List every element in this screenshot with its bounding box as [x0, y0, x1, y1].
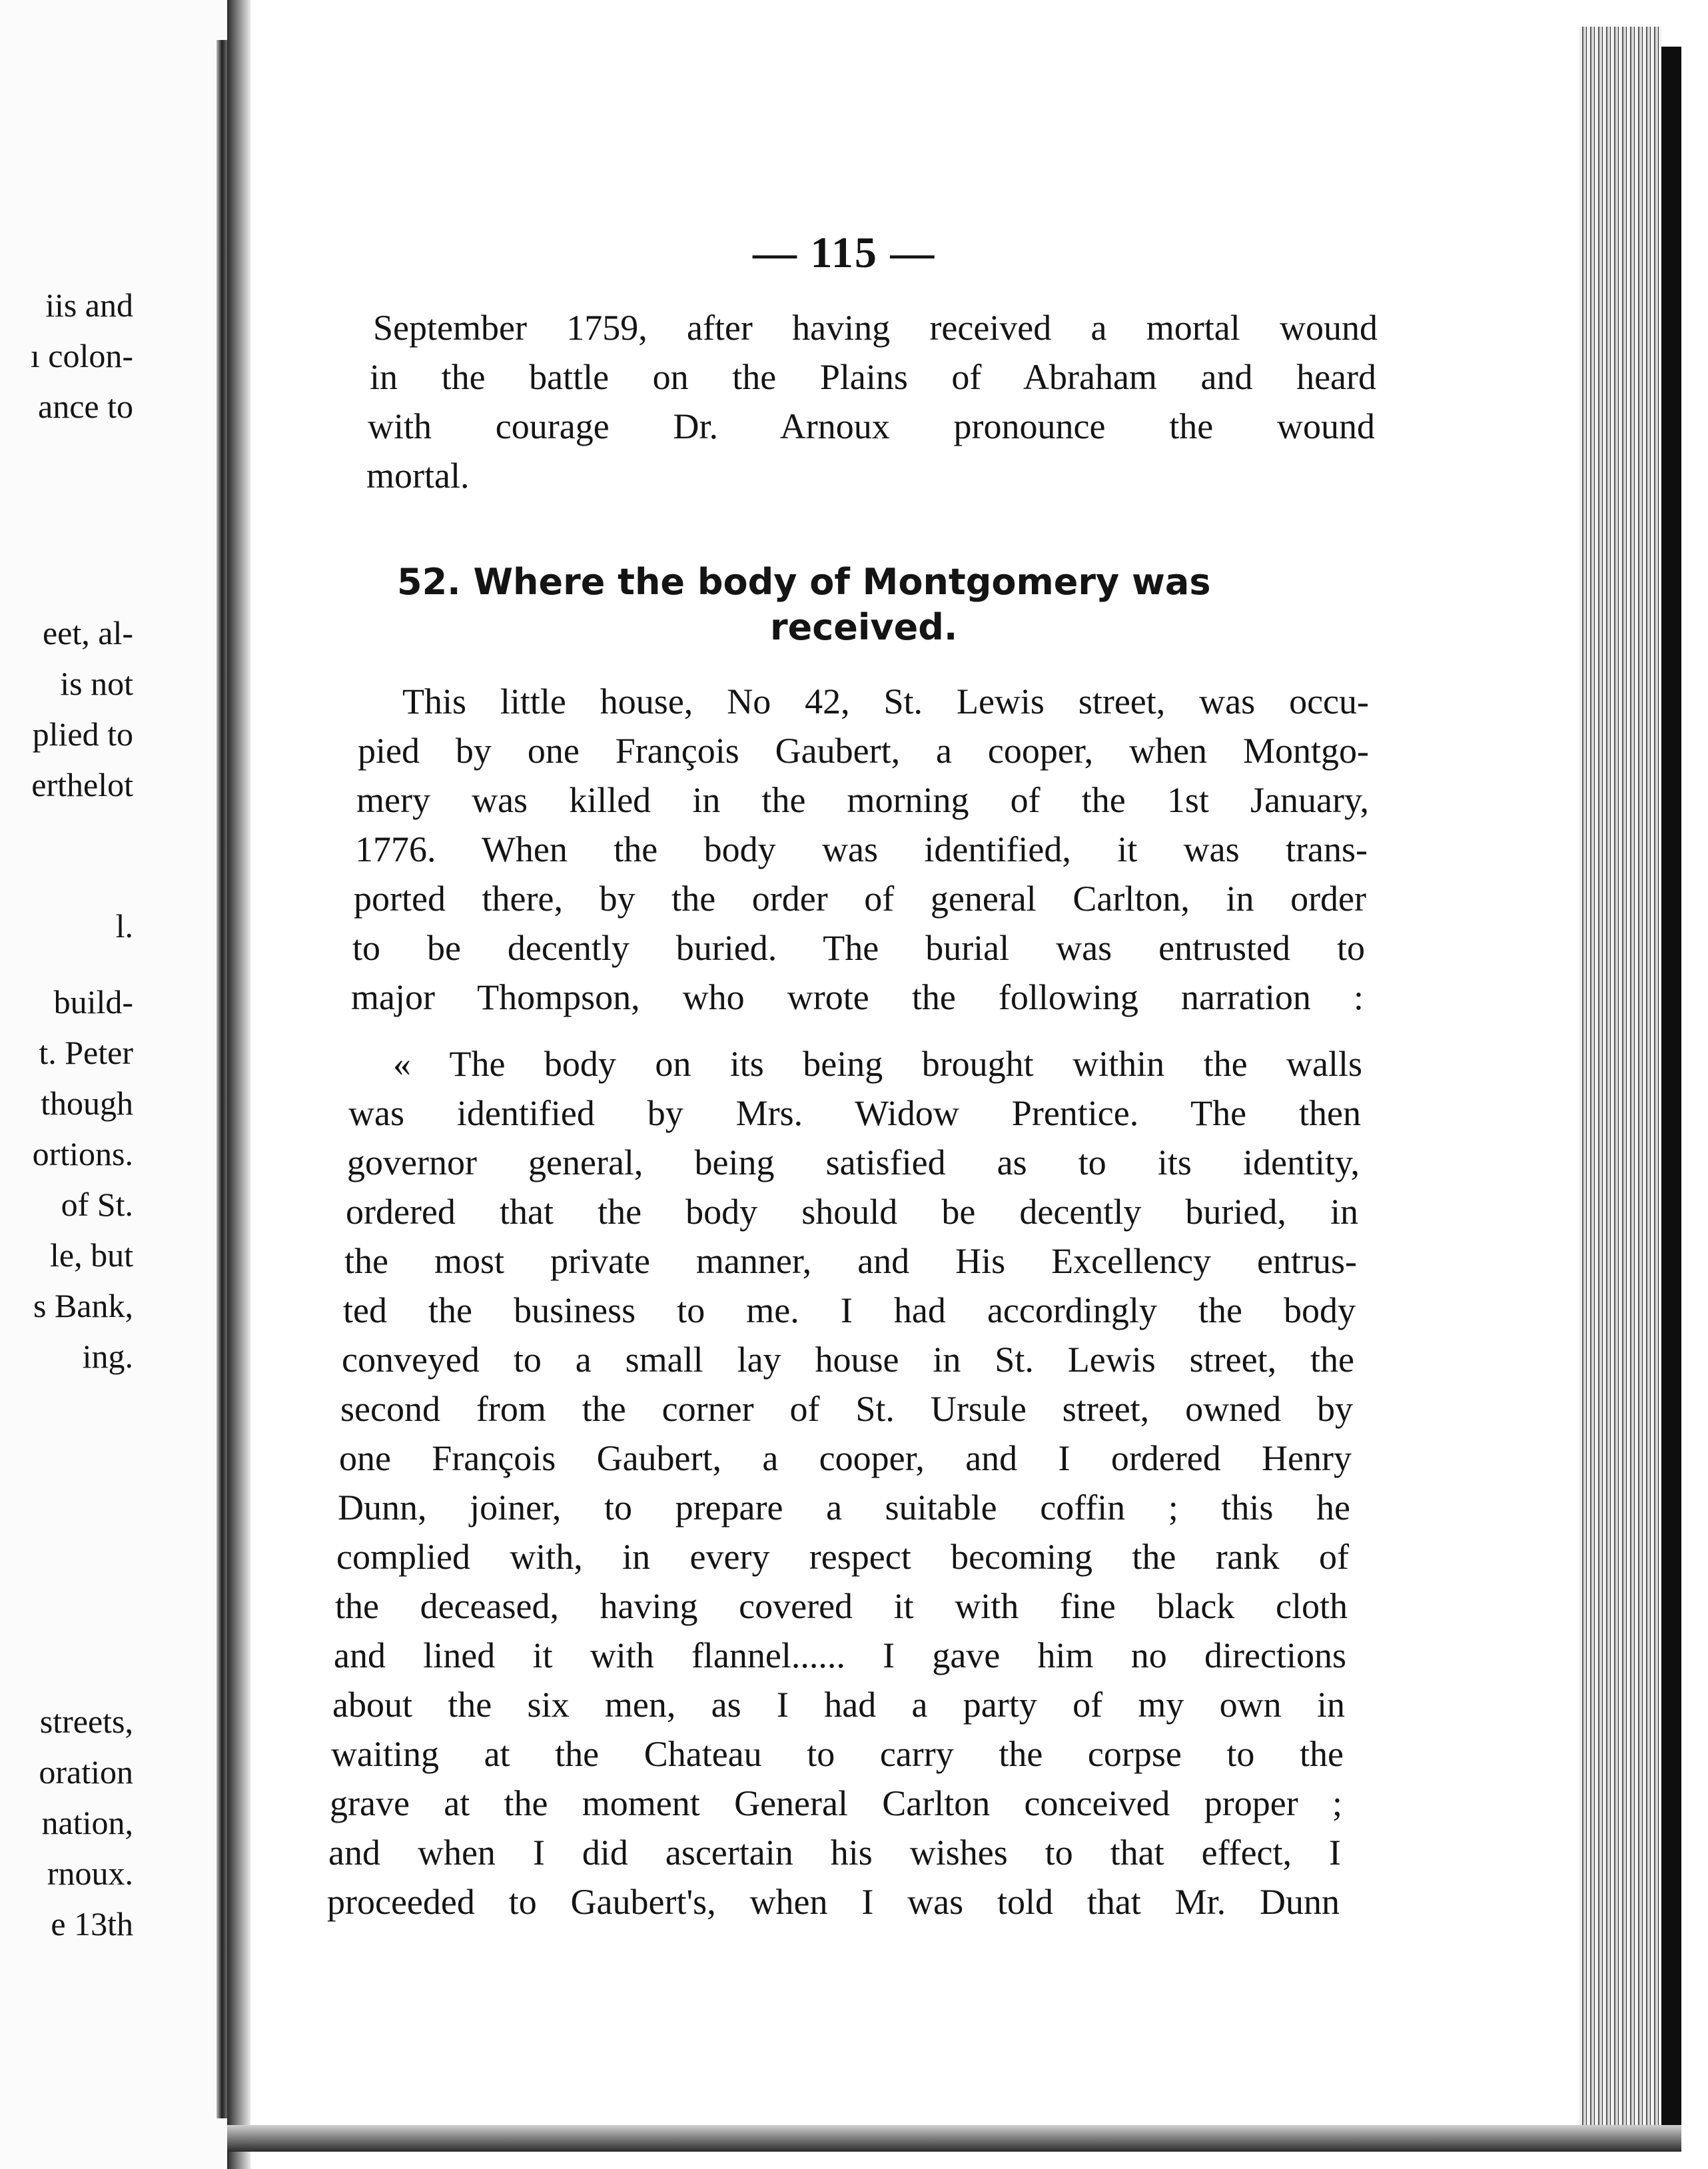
text-line: with courage Dr. Arnoux pronounce the wound — [368, 406, 1375, 446]
text-line: waiting at the Chateau to carry the corpse to the — [331, 1734, 1344, 1774]
text-line: one François Gaubert, a cooper, and I ordered Henry — [339, 1438, 1352, 1478]
left-line: e 13th — [51, 1905, 133, 1943]
text-line: 1776. When the body was identified, it was trans- — [355, 829, 1368, 869]
left-line: plied to — [32, 715, 133, 753]
left-line: build- — [53, 983, 133, 1021]
left-page-edge — [216, 40, 227, 2118]
left-line: l. — [115, 907, 133, 945]
text-line: ported there, by the order of general Carlton, in order — [354, 879, 1366, 919]
left-line: eet, al- — [42, 614, 133, 651]
left-line: ı colon- — [30, 337, 133, 374]
text-line: governor general, being satisfied as to its identity, — [347, 1142, 1360, 1182]
section-heading-continued: received. — [770, 606, 958, 648]
text-line: major Thompson, who wrote the following narration : — [351, 977, 1364, 1017]
left-line: oration — [39, 1753, 133, 1791]
text-line: and when I did ascertain his wishes to that effect, I — [328, 1833, 1341, 1873]
page-stack-edge — [1579, 27, 1661, 2145]
text-line: proceeded to Gaubert's, when I was told that Mr. Dunn — [327, 1882, 1340, 1922]
text-line: and lined it with flannel...... I gave him no directions — [334, 1635, 1346, 1675]
left-line: ortions. — [32, 1135, 133, 1172]
text-line: « The body on its being brought within the walls — [393, 1044, 1362, 1084]
left-line: erthelot — [31, 766, 133, 803]
text-line: This little house, No 42, St. Lewis street, was occu- — [402, 681, 1369, 721]
text-line: mortal. — [366, 456, 470, 496]
left-line: t. Peter — [39, 1034, 133, 1071]
left-line: though — [41, 1084, 133, 1122]
left-line: s Bank, — [33, 1287, 133, 1324]
bottom-shadow — [227, 2125, 1681, 2152]
text-line: complied with, in every respect becoming the rank of — [336, 1537, 1349, 1577]
left-line: le, but — [50, 1236, 133, 1274]
left-line: streets, — [39, 1703, 133, 1740]
left-line: ing. — [82, 1338, 133, 1375]
left-line: of St. — [61, 1186, 133, 1223]
book-cover-edge — [1661, 47, 1681, 2138]
left-line: is not — [60, 665, 133, 702]
text-line: ordered that the body should be decently buried, in — [346, 1192, 1358, 1232]
left-line: nation, — [41, 1804, 133, 1841]
text-line: Dunn, joiner, to prepare a suitable coffin ; this he — [338, 1488, 1350, 1527]
text-line: to be decently buried. The burial was entrusted to — [352, 928, 1365, 968]
text-line: conveyed to a small lay house in St. Lewis street, the — [342, 1340, 1354, 1380]
text-line: in the battle on the Plains of Abraham and heard — [370, 357, 1376, 397]
section-heading: 52. Where the body of Montgomery was — [397, 561, 1211, 603]
text-line: second from the corner of St. Ursule street, owned by — [340, 1389, 1353, 1429]
page-number: — 115 — — [753, 228, 936, 277]
text-line: the most private manner, and His Excellency entrus- — [344, 1241, 1357, 1281]
text-line: ted the business to me. I had accordingly the body — [343, 1290, 1356, 1330]
text-line: pied by one François Gaubert, a cooper, when Montgo- — [358, 731, 1369, 771]
book-gutter — [227, 0, 250, 2169]
text-line: was identified by Mrs. Widow Prentice. The then — [348, 1093, 1361, 1133]
left-line: ance to — [38, 388, 133, 425]
text-line: the deceased, having covered it with fine black cloth — [335, 1586, 1348, 1626]
left-line: rnoux. — [47, 1855, 133, 1892]
left-line: iis and — [45, 286, 133, 324]
text-line: about the six men, as I had a party of my own in — [332, 1685, 1345, 1725]
left-page — [0, 0, 230, 2169]
text-line: grave at the moment General Carlton conceived proper ; — [330, 1783, 1342, 1823]
scan-margin — [1681, 0, 1708, 2169]
text-line: mery was killed in the morning of the 1st January, — [356, 780, 1369, 820]
text-line: September 1759, after having received a mortal wound — [373, 308, 1378, 348]
